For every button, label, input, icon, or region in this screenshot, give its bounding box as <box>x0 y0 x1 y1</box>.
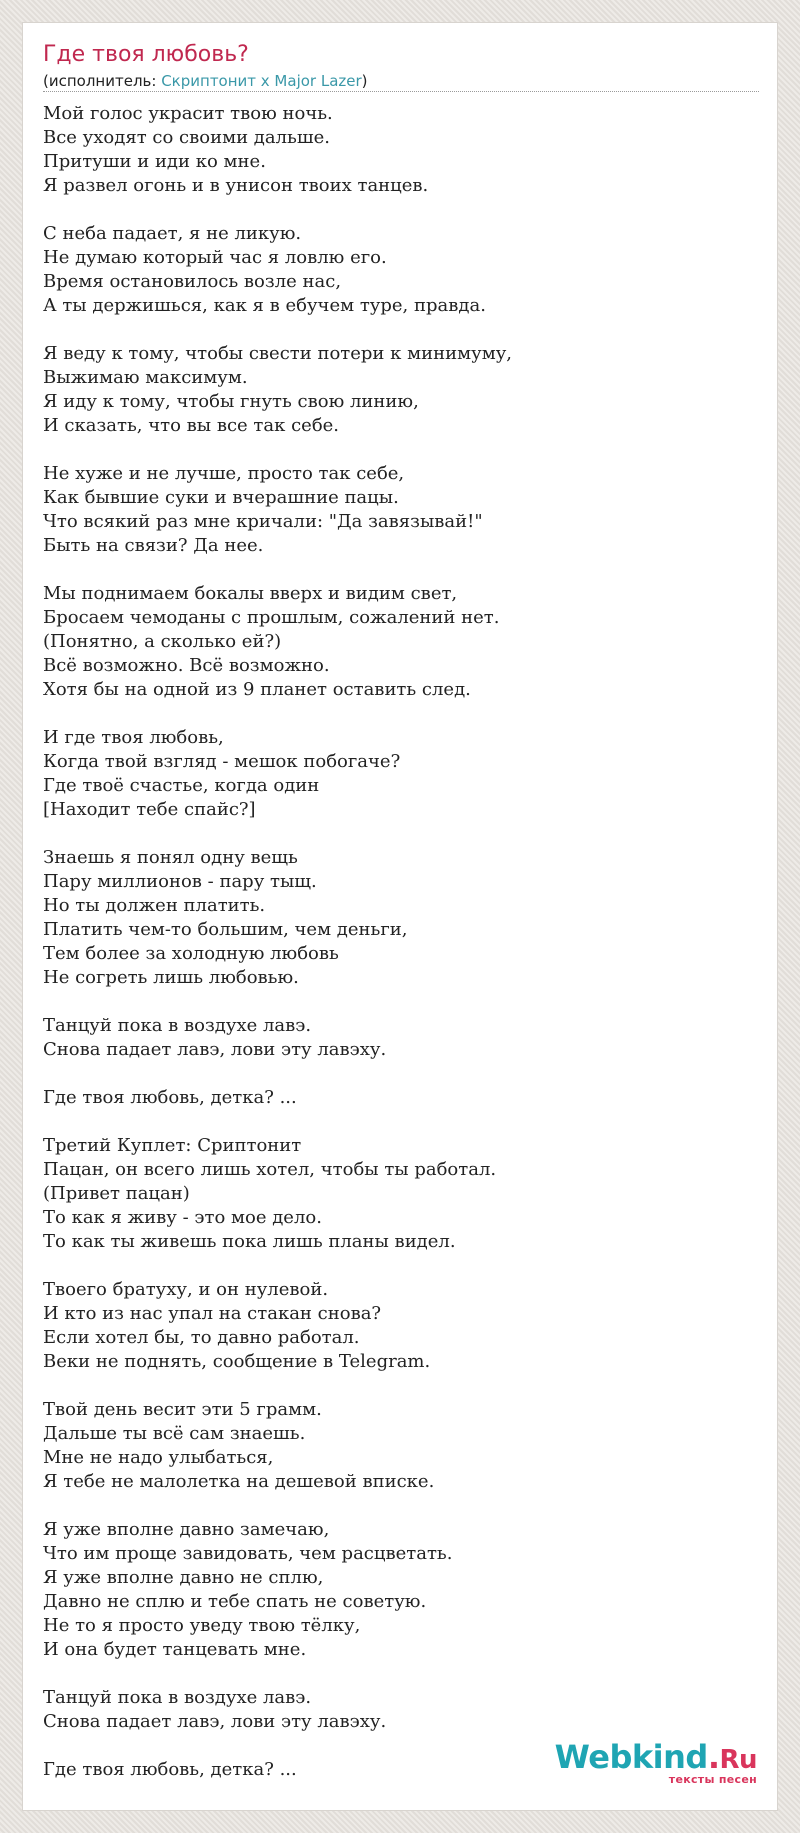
lyric-line: Мой голос украсит твою ночь. <box>43 103 333 124</box>
lyric-line: Я уже вполне давно не сплю, <box>43 1567 324 1588</box>
artist-suffix: ) <box>361 72 368 90</box>
logo-brand: Webkind <box>554 1738 708 1776</box>
lyric-line: Я развел огонь и в унисон твоих танцев. <box>43 175 429 196</box>
lyric-line: И она будет танцевать мне. <box>43 1639 307 1660</box>
lyric-line: И где твоя любовь, <box>43 727 224 748</box>
lyrics-stanza <box>43 1398 743 1494</box>
logo-tagline: тексты песен <box>668 1773 757 1786</box>
lyric-line: Твоего братуху, и он нулевой. <box>43 1279 329 1300</box>
lyrics-stanza <box>43 582 743 702</box>
lyric-line: С неба падает, я не ликую. <box>43 223 302 244</box>
lyric-line: Где твоя любовь, детка? ... <box>43 1759 297 1780</box>
lyric-line: Третий Куплет: Сриптонит <box>43 1135 302 1156</box>
lyrics-stanza <box>43 1014 743 1062</box>
artist-prefix: (исполнитель: <box>43 72 162 90</box>
lyric-line: Снова падает лавэ, лови эту лавэху. <box>43 1039 387 1060</box>
lyrics-stanza <box>43 1686 743 1734</box>
title-divider <box>43 91 759 92</box>
artist-link[interactable]: Скриптонит x Major Lazer <box>161 72 362 90</box>
lyric-line: Давно не сплю и тебе спать не советую. <box>43 1591 427 1612</box>
lyric-line: И кто из нас упал на стакан снова? <box>43 1303 382 1324</box>
lyric-line: Не согреть лишь любовью. <box>43 967 299 988</box>
lyric-line: Снова падает лавэ, лови эту лавэху. <box>43 1711 387 1732</box>
lyric-line: Я иду к тому, чтобы гнуть свою линию, <box>43 391 419 412</box>
lyric-line: [Находит тебе спайс?] <box>43 799 256 820</box>
lyric-line: Быть на связи? Да нее. <box>43 535 264 556</box>
lyric-line: (Понятно, а сколько ей?) <box>43 631 282 652</box>
logo-tld: Ru <box>719 1745 757 1775</box>
lyric-line: Где твоя любовь, детка? ... <box>43 1087 297 1108</box>
lyric-line: Что всякий раз мне кричали: "Да завязывай!" <box>43 511 483 532</box>
artist-line <box>43 71 368 91</box>
lyrics-stanza <box>43 1278 743 1374</box>
lyrics-card <box>22 22 778 1811</box>
lyrics-stanza <box>43 1086 743 1110</box>
lyric-line: Танцуй пока в воздухе лавэ. <box>43 1687 312 1708</box>
lyric-line: Всё возможно. Всё возможно. <box>43 655 330 676</box>
lyrics-stanza <box>43 726 743 822</box>
lyrics-stanza <box>43 846 743 990</box>
lyrics-stanza <box>43 222 743 318</box>
lyric-line: То как я живу - это мое дело. <box>43 1207 322 1228</box>
logo-dot: . <box>707 1738 720 1776</box>
lyric-line: Если хотел бы, то давно работал. <box>43 1327 360 1348</box>
lyrics-stanza <box>43 1134 743 1254</box>
lyric-line: Пацан, он всего лишь хотел, чтобы ты работал. <box>43 1159 497 1180</box>
lyric-line: Мне не надо улыбаться, <box>43 1447 274 1468</box>
lyric-line: То как ты живешь пока лишь планы видел. <box>43 1231 456 1252</box>
lyric-line: Я уже вполне давно замечаю, <box>43 1519 330 1540</box>
lyric-line: Что им проще завидовать, чем расцветать. <box>43 1543 453 1564</box>
lyric-line: Как бывшие суки и вчерашние пацы. <box>43 487 399 508</box>
lyric-line: Тем более за холодную любовь <box>43 943 339 964</box>
lyric-line: Пару миллионов - пару тыщ. <box>43 871 317 892</box>
lyric-line: Веки не поднять, сообщение в Telegram. <box>43 1351 431 1372</box>
lyric-line: Я веду к тому, чтобы свести потери к минимуму, <box>43 343 513 364</box>
lyric-line: Где твоё счастье, когда один <box>43 775 320 796</box>
lyric-line: Я тебе не малолетка на дешевой вписке. <box>43 1471 435 1492</box>
lyric-line: Твой день весит эти 5 грамм. <box>43 1399 322 1420</box>
site-logo[interactable] <box>555 1740 757 1786</box>
lyric-line: Не думаю который час я ловлю его. <box>43 247 387 268</box>
lyric-line: Не то я просто уведу твою тёлку, <box>43 1615 361 1636</box>
lyrics-stanza <box>43 342 743 438</box>
lyric-line: Знаешь я понял одну вещь <box>43 847 298 868</box>
lyric-line: Но ты должен платить. <box>43 895 266 916</box>
lyric-line: Бросаем чемоданы с прошлым, сожалений нет. <box>43 607 500 628</box>
lyric-line: (Привет пацан) <box>43 1183 190 1204</box>
song-title: Где твоя любовь? <box>43 42 249 67</box>
lyric-line: Танцуй пока в воздухе лавэ. <box>43 1015 312 1036</box>
lyrics-body <box>43 102 743 1806</box>
lyrics-stanza <box>43 102 743 198</box>
lyric-line: Притуши и иди ко мне. <box>43 151 266 172</box>
lyric-line: Время остановилось возле нас, <box>43 271 342 292</box>
lyrics-stanza <box>43 1518 743 1662</box>
lyric-line: Выжимаю максимум. <box>43 367 248 388</box>
lyric-line: Когда твой взгляд - мешок побогаче? <box>43 751 401 772</box>
lyric-line: Дальше ты всё сам знаешь. <box>43 1423 306 1444</box>
lyric-line: Хотя бы на одной из 9 планет оставить след. <box>43 679 471 700</box>
lyric-line: Не хуже и не лучше, просто так себе, <box>43 463 405 484</box>
lyric-line: И сказать, что вы все так себе. <box>43 415 340 436</box>
lyrics-stanza <box>43 462 743 558</box>
lyric-line: Все уходят со своими дальше. <box>43 127 330 148</box>
lyric-line: Мы поднимаем бокалы вверх и видим свет, <box>43 583 458 604</box>
lyric-line: А ты держишься, как я в ебучем туре, правда. <box>43 295 486 316</box>
lyric-line: Платить чем-то большим, чем деньги, <box>43 919 408 940</box>
